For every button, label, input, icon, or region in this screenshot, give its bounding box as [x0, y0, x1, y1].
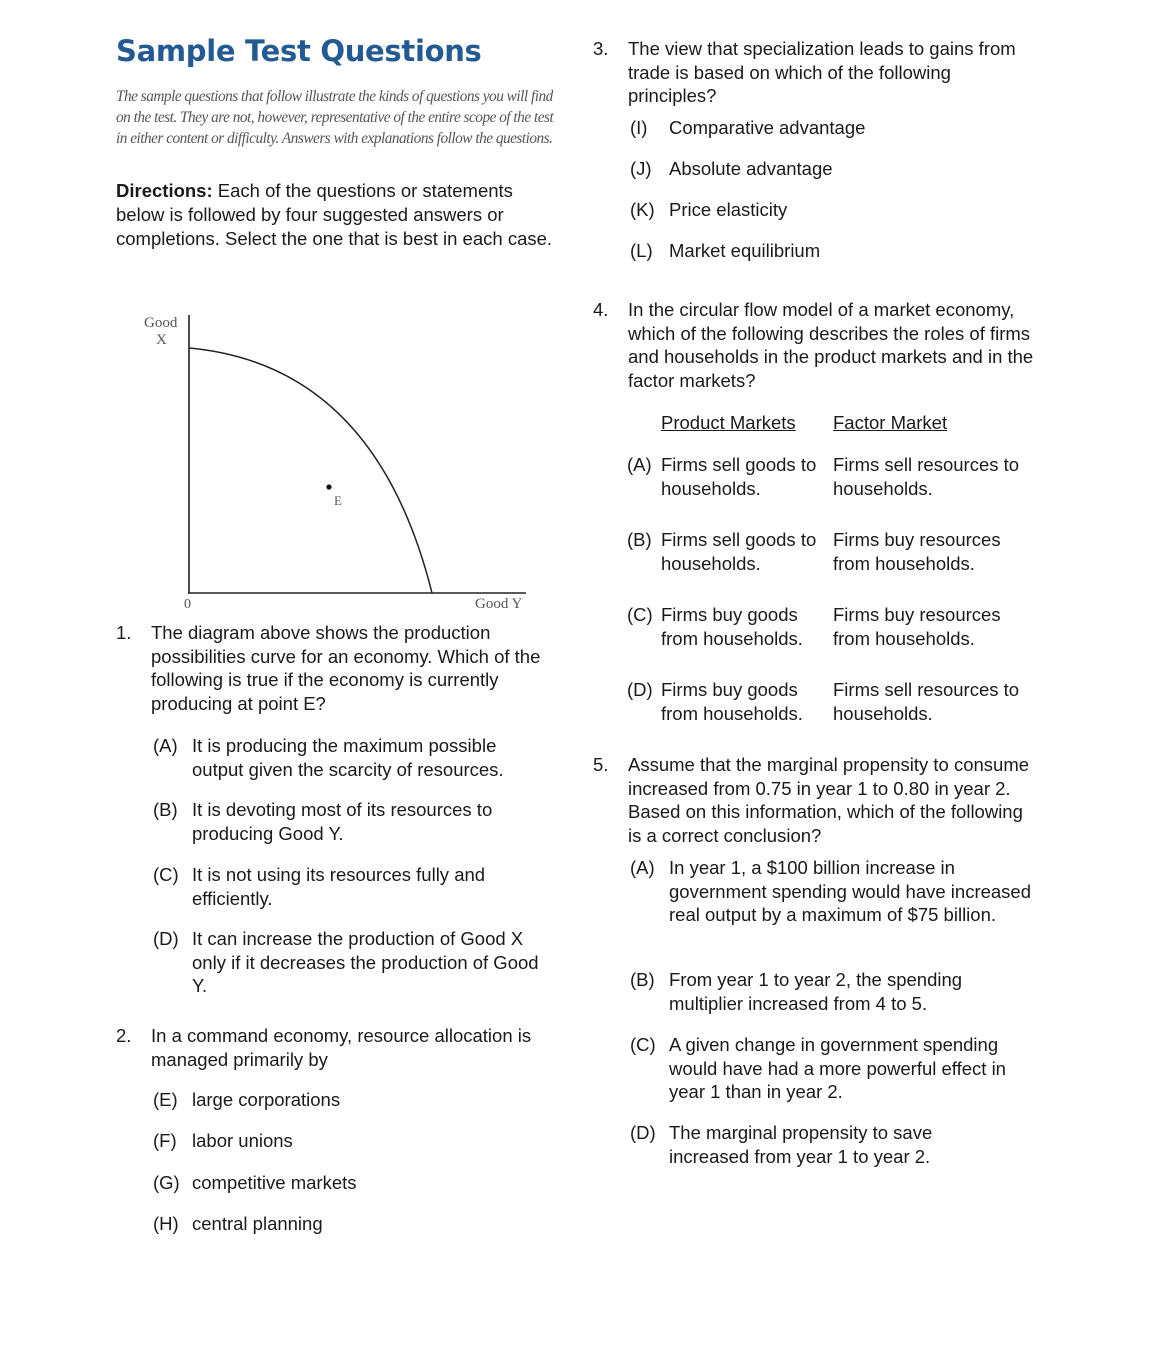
q2-option-g[interactable] [153, 1171, 453, 1195]
q5-option-a-label: (A) [630, 857, 655, 878]
q3-option-l-label: (L) [630, 240, 653, 261]
y-axis-label-line1: Good [144, 315, 178, 331]
q2-option-g-text: competitive markets [192, 1172, 357, 1193]
point-e-marker [326, 484, 331, 489]
q5-option-d-text: The marginal propensity to save increased from year 1 to year 2. [669, 1122, 933, 1167]
page-title: Sample Test Questions [116, 34, 482, 68]
q5-option-b[interactable] [630, 968, 1040, 1016]
q3-option-j-text: Absolute advantage [669, 158, 833, 179]
ppc-curve [189, 348, 432, 593]
q1-option-d[interactable] [153, 927, 553, 999]
q5-option-a-text: In year 1, a $100 billion increase in government spending would have increased real output by a maximum of $75 billion. [669, 857, 1032, 925]
q2-option-f-label: (F) [153, 1130, 177, 1151]
q5-option-b-text: From year 1 to year 2, the spending multiplier increased from 4 to 5. [669, 969, 963, 1014]
q1-number: 1. [116, 622, 132, 643]
q2-option-e-label: (E) [153, 1089, 178, 1110]
q3-option-j-label: (J) [630, 158, 652, 179]
q1-option-c-label: (C) [153, 864, 179, 885]
q2-option-e-text: large corporations [192, 1089, 341, 1110]
q3-option-l[interactable] [630, 239, 950, 263]
q4-option-c-product: Firms buy goods from households. [661, 604, 803, 649]
q5-number: 5. [593, 754, 609, 775]
q2-option-h-text: central planning [192, 1213, 323, 1234]
q4-option-d[interactable] [627, 678, 1037, 726]
q4-col-factor-header: Factor Market [833, 412, 948, 433]
q4-option-b-factor: Firms buy resources from households. [833, 529, 1001, 574]
q1-option-a-label: (A) [153, 735, 178, 756]
q1-option-b[interactable] [153, 798, 553, 846]
q3-option-i[interactable] [630, 116, 950, 140]
q5-option-d-label: (D) [630, 1122, 656, 1143]
q1-option-d-text: It can increase the production of Good X only if it decreases the production of Good Y. [192, 928, 539, 996]
q3-option-i-text: Comparative advantage [669, 117, 866, 138]
q1-option-a-text: It is producing the maximum possible output given the scarcity of resources. [192, 735, 504, 780]
q3-option-k[interactable] [630, 198, 950, 222]
q3-text: The view that specialization leads to gains from trade is based on which of the following principles? [628, 38, 1016, 106]
q4-option-a-label: (A) [627, 454, 652, 475]
q5-option-d[interactable] [630, 1121, 1040, 1169]
q4-option-b-label: (B) [627, 529, 652, 550]
q4-option-b[interactable] [627, 528, 1037, 576]
q2-option-f[interactable] [153, 1129, 453, 1153]
ppc-diagram [130, 305, 535, 615]
q5-option-c-text: A given change in government spending would have had a more powerful effect in year 1 than in year 2. [669, 1034, 1006, 1102]
q2-option-e[interactable] [153, 1088, 453, 1112]
q2-option-f-text: labor unions [192, 1130, 293, 1151]
directions-label: Directions: [116, 180, 213, 201]
q4-col-product-header: Product Markets [661, 412, 796, 433]
q3-option-i-label: (I) [630, 117, 648, 138]
y-axis-label-line2: X [156, 332, 167, 348]
q2-option-h[interactable] [153, 1212, 453, 1236]
point-e-label: E [334, 493, 342, 508]
intro-text: The sample questions that follow illustrate the kinds of questions you will find on the test. They are not, however, representative of the entire scope of the test in either content or difficulty. Answers with explanations follow the questions. [116, 88, 554, 147]
q1-option-c[interactable] [153, 863, 553, 911]
q4-option-d-product: Firms buy goods from households. [661, 679, 803, 724]
q5-option-c-label: (C) [630, 1034, 656, 1055]
q3-option-l-text: Market equilibrium [669, 240, 821, 261]
q4-option-c-label: (C) [627, 604, 653, 625]
q4-option-a[interactable] [627, 453, 1037, 501]
q1-option-d-label: (D) [153, 928, 179, 949]
q4-option-d-label: (D) [627, 679, 653, 700]
q4-option-a-factor: Firms sell resources to households. [833, 454, 1020, 499]
q1-option-b-text: It is devoting most of its resources to producing Good Y. [192, 799, 493, 844]
q4-option-b-product: Firms sell goods to households. [661, 529, 817, 574]
q5-option-c[interactable] [630, 1033, 1040, 1105]
q1-option-a[interactable] [153, 734, 553, 782]
q3-number: 3. [593, 38, 609, 59]
directions-text: Each of the questions or statements below is followed by four suggested answers or completions. Select the one that is best in each case. [116, 180, 553, 249]
origin-label: 0 [184, 597, 191, 612]
q4-option-c-factor: Firms buy resources from households. [833, 604, 1001, 649]
q3-option-k-text: Price elasticity [669, 199, 788, 220]
q1-text: The diagram above shows the production possibilities curve for an economy. Which of the following is true if the economy is currently producing at point E? [151, 622, 541, 714]
x-axis-label: Good Y [475, 596, 523, 612]
q5-text: Assume that the marginal propensity to consume increased from 0.75 in year 1 to 0.80 in year 2. Based on this information, which of the following is a correct conclusion? [628, 754, 1030, 846]
q4-text: In the circular flow model of a market economy, which of the following describes the roles of firms and households in the product markets and in the factor markets? [628, 299, 1034, 391]
q4-number: 4. [593, 299, 609, 320]
q3-option-j[interactable] [630, 157, 950, 181]
q4-option-c[interactable] [627, 603, 1037, 651]
q5-option-a[interactable] [630, 856, 1040, 952]
q2-text: In a command economy, resource allocation is managed primarily by [151, 1025, 532, 1070]
q1-option-b-label: (B) [153, 799, 178, 820]
directions [116, 179, 556, 251]
q2-option-h-label: (H) [153, 1213, 179, 1234]
q3-option-k-label: (K) [630, 199, 655, 220]
q2-number: 2. [116, 1025, 132, 1046]
q2-option-g-label: (G) [153, 1172, 180, 1193]
q4-option-a-product: Firms sell goods to households. [661, 454, 817, 499]
q1-option-c-text: It is not using its resources fully and efficiently. [192, 864, 486, 909]
q5-option-b-label: (B) [630, 969, 655, 990]
q4-option-d-factor: Firms sell resources to households. [833, 679, 1020, 724]
